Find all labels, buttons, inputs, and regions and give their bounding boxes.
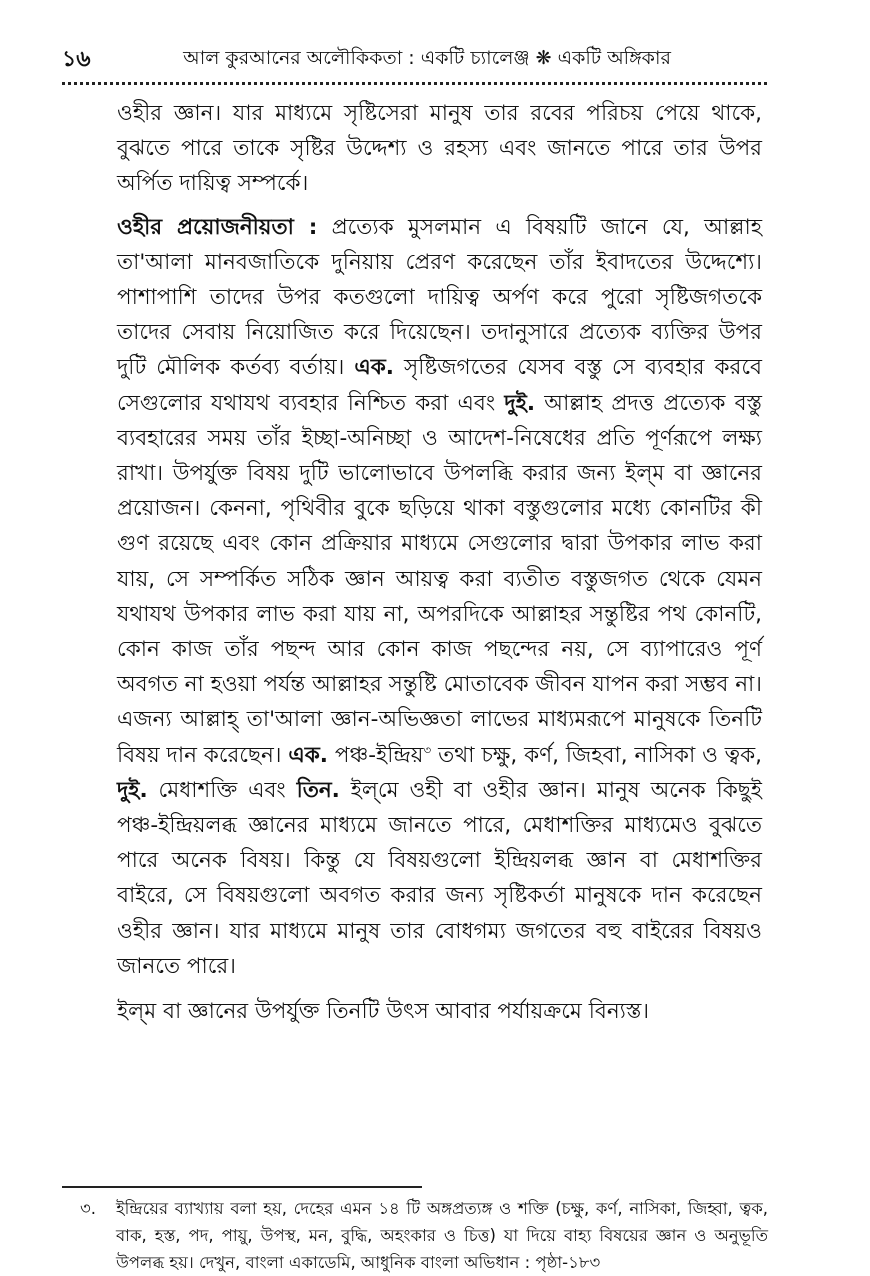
enum-marker: দুই. — [504, 390, 536, 416]
paragraph-2 — [117, 210, 762, 984]
enum-marker: দুই. — [117, 777, 148, 803]
section-heading: ওহীর প্রয়োজনীয়তা : — [117, 214, 318, 240]
text-run: সৃষ্টিজগতের যেসব বস্তু সে ব্যবহার করবে সেগুলোর যথাযথ ব্যবহার নিশ্চিত করা এবং — [117, 355, 762, 416]
header-dotted-rule — [62, 82, 767, 85]
text-run: ইল্‌মে ওহী বা ওহীর জ্ঞান। মানুষ অনেক কিছুই পঞ্চ-ইন্দ্রিয়লব্ধ জ্ঞানের মাধ্যমে জানতে পারে, মেধাশক্তির মাধ্যমেও বুঝতে পারে অনেক বিষয়। কিন্তু যে বিষয়গুলো ইন্দ্রিয়লব্ধ জ্ঞান বা মেধাশক্তির বাইরে, সে বিষয়গুলো অবগত করার জন্য সৃষ্টিকর্তা মানুষকে দান করেছেন ওহীর জ্ঞান। যার মাধ্যমে মানুষ তার বোধগম্য জগতের বহু বাইরের বিষয়ও জানতে পারে। — [117, 777, 762, 979]
footnote-number: ৩. — [80, 1199, 96, 1218]
enum-marker: এক. — [288, 742, 328, 768]
footnote-rule — [62, 1186, 422, 1188]
paragraph-3: ইল্‌ম বা জ্ঞানের উপর্যুক্ত তিনটি উৎস আবার পর্যায়ক্রমে বিন্যস্ত। — [117, 999, 650, 1025]
text-run: প্রত্যেক মুসলমান এ বিষয়টি জানে যে, আল্লাহ তা'আলা মানবজাতিকে দুনিয়ায় প্রেরণ করেছেন তাঁর ইবাদতের উদ্দেশ্যে। পাশাপাশি তাদের উপর কতগুলো দায়িত্ব অর্পণ করে পুরো সৃষ্টিজগতকে তাদের সেবায় নিয়োজিত করে দিয়েছেন। তদানুসারে প্রত্যেক ব্যক্তির উপর দুটি মৌলিক কর্তব্য বর্তায়। — [117, 214, 762, 381]
footnote-text: ইন্দ্রিয়ের ব্যাখ্যায় বলা হয়, দেহের এমন ১৪ টি অঙ্গপ্রত্যঙ্গ ও শক্তি (চক্ষু, কর্ণ, নাসিকা, জিহ্বা, ত্বক, বাক, হস্ত, পদ, পায়ু, উপস্থ, মন, বুদ্ধি, অহংকার ও চিত্ত) যা দিয়ে বাহ্য বিষয়ের জ্ঞান ও অনুভূতি উপলব্ধ হয়। দেখুন, বাংলা একাডেমি, আধুনিক বাংলা অভিধান : পৃষ্ঠা-১৮৩ — [116, 1199, 768, 1272]
footnote — [80, 1195, 768, 1276]
text-run: তথা চক্ষু, কর্ণ, জিহবা, নাসিকা ও ত্বক, — [431, 742, 762, 768]
enum-marker: এক. — [354, 355, 394, 381]
text-run: আল্লাহ প্রদত্ত প্রত্যেক বস্তু ব্যবহারের সময় তাঁর ইচ্ছা-অনিচ্ছা ও আদেশ-নিষেধের প্রতি পূর্ণরূপে লক্ষ্য রাখা। উপর্যুক্ত বিষয় দুটি ভালোভাবে উপলব্ধি করার জন্য ইল্‌ম বা জ্ঞানের প্রয়োজন। কেননা, পৃথিবীর বুকে ছড়িয়ে থাকা বস্তুগুলোর মধ্যে কোনটির কী গুণ রয়েছে এবং কোন প্রক্রিয়ার মাধ্যমে সেগুলোর দ্বারা উপকার লাভ করা যায়, সে সম্পর্কিত সঠিক জ্ঞান আয়ত্ব করা ব্যতীত বস্তুজগত থেকে যেমন যথাযথ উপকার লাভ করা যায় না, অপরদিকে আল্লাহর সন্তুষ্টির পথ কোনটি, কোন কাজ তাঁর পছন্দ আর কোন কাজ পছন্দের নয়, সে ব্যাপারেও পূর্ণ অবগত না হওয়া পর্যন্ত আল্লাহর সন্তুষ্টি মোতাবেক জীবন যাপন করা সম্ভব না। এজন্য আল্লাহ্‌ তা'আলা জ্ঞান-অভিজ্ঞতা লাভের মাধ্যমরূপে মানুষকে তিনটি বিষয় দান করেছেন। — [117, 390, 762, 768]
page-number: ১৬ — [62, 46, 91, 72]
enum-marker: তিন. — [296, 777, 340, 803]
footnote-reference[interactable]: ৩ — [423, 742, 432, 757]
text-run: পঞ্চ-ইন্দ্রিয় — [327, 742, 424, 768]
page-header — [62, 40, 762, 80]
paragraph-1: ওহীর জ্ঞান। যার মাধ্যমে সৃষ্টিসেরা মানুষ তার রবের পরিচয় পেয়ে থাকে, বুঝতে পারে তাকে সৃষ্টির উদ্দেশ্য ও রহস্য এবং জানতে পারে তার উপর অর্পিত দায়িত্ব সম্পর্কে। — [117, 101, 762, 197]
running-title: আল কুরআনের অলৌকিকতা : একটি চ্যালেঞ্জ ❋ একটি অঙ্গিকার — [183, 47, 671, 69]
body-text — [117, 96, 762, 1029]
text-run: মেধাশক্তি এবং — [147, 777, 297, 803]
